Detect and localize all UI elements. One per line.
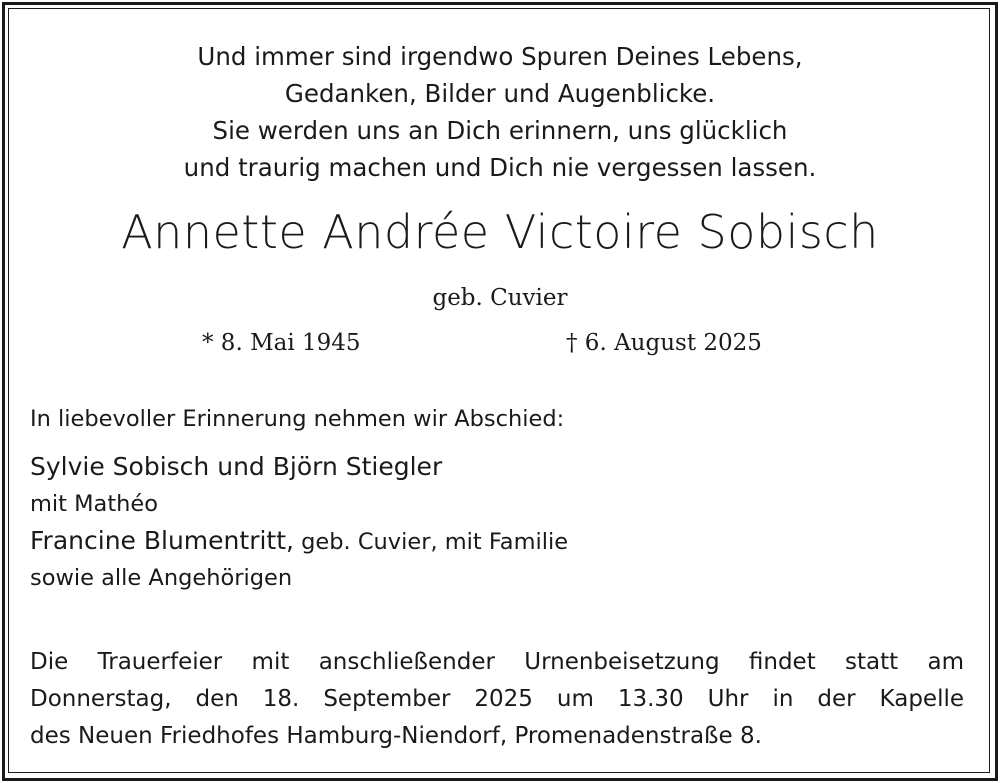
mourner-name: Francine Blumentritt, <box>30 526 294 555</box>
poem-line: Und immer sind irgendwo Spuren Deines Lebens, <box>197 42 803 71</box>
mourner-line: Sylvie Sobisch und Björn Stiegler <box>30 452 443 481</box>
mourner-line <box>30 522 970 560</box>
poem-line: und traurig machen und Dich nie vergessen lassen. <box>183 153 817 182</box>
death-date: † 6. August 2025 <box>566 330 762 356</box>
deceased-name: Annette Andrée Victoire Sobisch <box>121 205 879 259</box>
mourner-line: mit Mathéo <box>30 491 159 517</box>
mourner-line: sowie alle Angehörigen <box>30 565 293 591</box>
farewell-intro: In liebevoller Erinnerung nehmen wir Abschied: <box>30 406 565 432</box>
poem-line: Gedanken, Bilder und Augenblicke. <box>284 79 716 108</box>
birth-date: * 8. Mai 1945 <box>202 330 361 356</box>
ceremony-notice <box>30 644 964 755</box>
obituary-notice <box>14 14 986 766</box>
birth-name: geb. Cuvier <box>432 285 568 311</box>
poem <box>14 38 986 186</box>
mourner-detail: geb. Cuvier, mit Familie <box>293 529 569 555</box>
ceremony-line: Die Trauerfeier mit anschließender Urnenbeisetzung findet statt am <box>30 649 964 675</box>
mourners-list <box>30 448 970 596</box>
poem-line: Sie werden uns an Dich erinnern, uns glücklich <box>212 116 788 145</box>
ceremony-line: Donnerstag, den 18. September 2025 um 13.30 Uhr in der Kapelle <box>30 686 964 712</box>
ceremony-line: des Neuen Friedhofes Hamburg-Niendorf, Promenadenstraße 8. <box>30 723 762 749</box>
